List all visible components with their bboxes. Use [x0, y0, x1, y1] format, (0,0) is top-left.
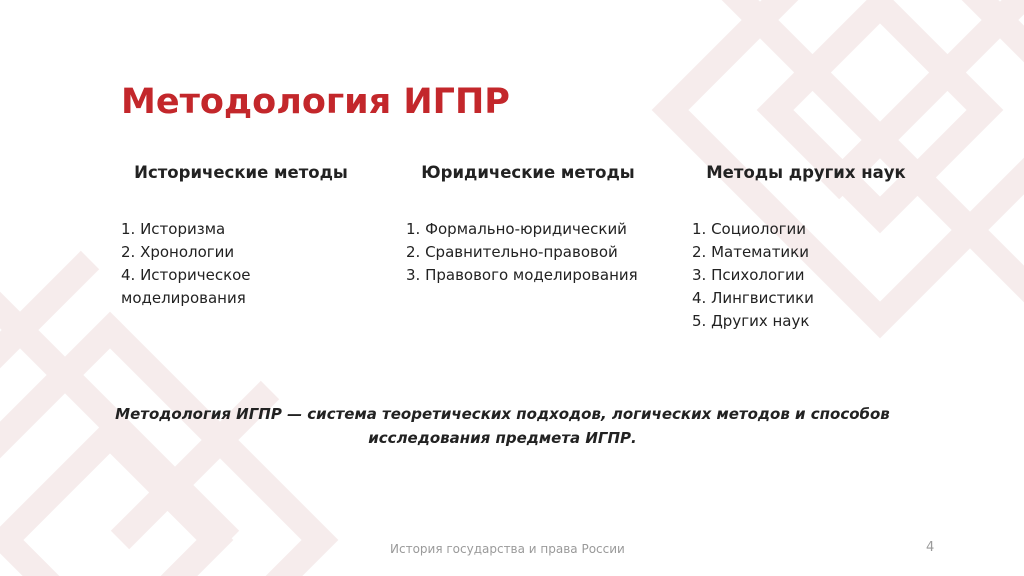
list-item: 4. Историческое моделирования	[121, 266, 251, 307]
list-item: 2. Математики	[692, 243, 809, 261]
footer-course-title: История государства и права России	[390, 542, 625, 556]
methodology-definition: Методология ИГПР — система теоретических подходов, логических методов и способов исследования предмета ИГПР.	[115, 405, 890, 447]
list-item: 3. Правового моделирования	[406, 266, 638, 284]
list-item: 4. Лингвистики	[692, 289, 814, 307]
slide-title: Методология ИГПР	[121, 82, 510, 122]
column-heading: Исторические методы	[134, 163, 348, 182]
list-item: 3. Психологии	[692, 266, 805, 284]
column-legal-methods	[406, 162, 664, 287]
page-number: 4	[926, 540, 935, 555]
list-item: 1. Историзма	[121, 220, 226, 238]
list-item: 2. Сравнительно-правовой	[406, 243, 618, 261]
methods-list	[406, 218, 664, 287]
methods-list	[121, 218, 379, 310]
list-item: 1. Социологии	[692, 220, 807, 238]
list-item: 1. Формально-юридический	[406, 220, 627, 238]
column-other-sciences-methods	[692, 162, 942, 333]
column-heading: Юридические методы	[421, 163, 635, 182]
list-item: 5. Других наук	[692, 312, 810, 330]
methods-list	[692, 218, 942, 333]
list-item: 2. Хронологии	[121, 243, 235, 261]
column-historical-methods	[121, 162, 379, 310]
column-heading: Методы других наук	[706, 163, 906, 182]
